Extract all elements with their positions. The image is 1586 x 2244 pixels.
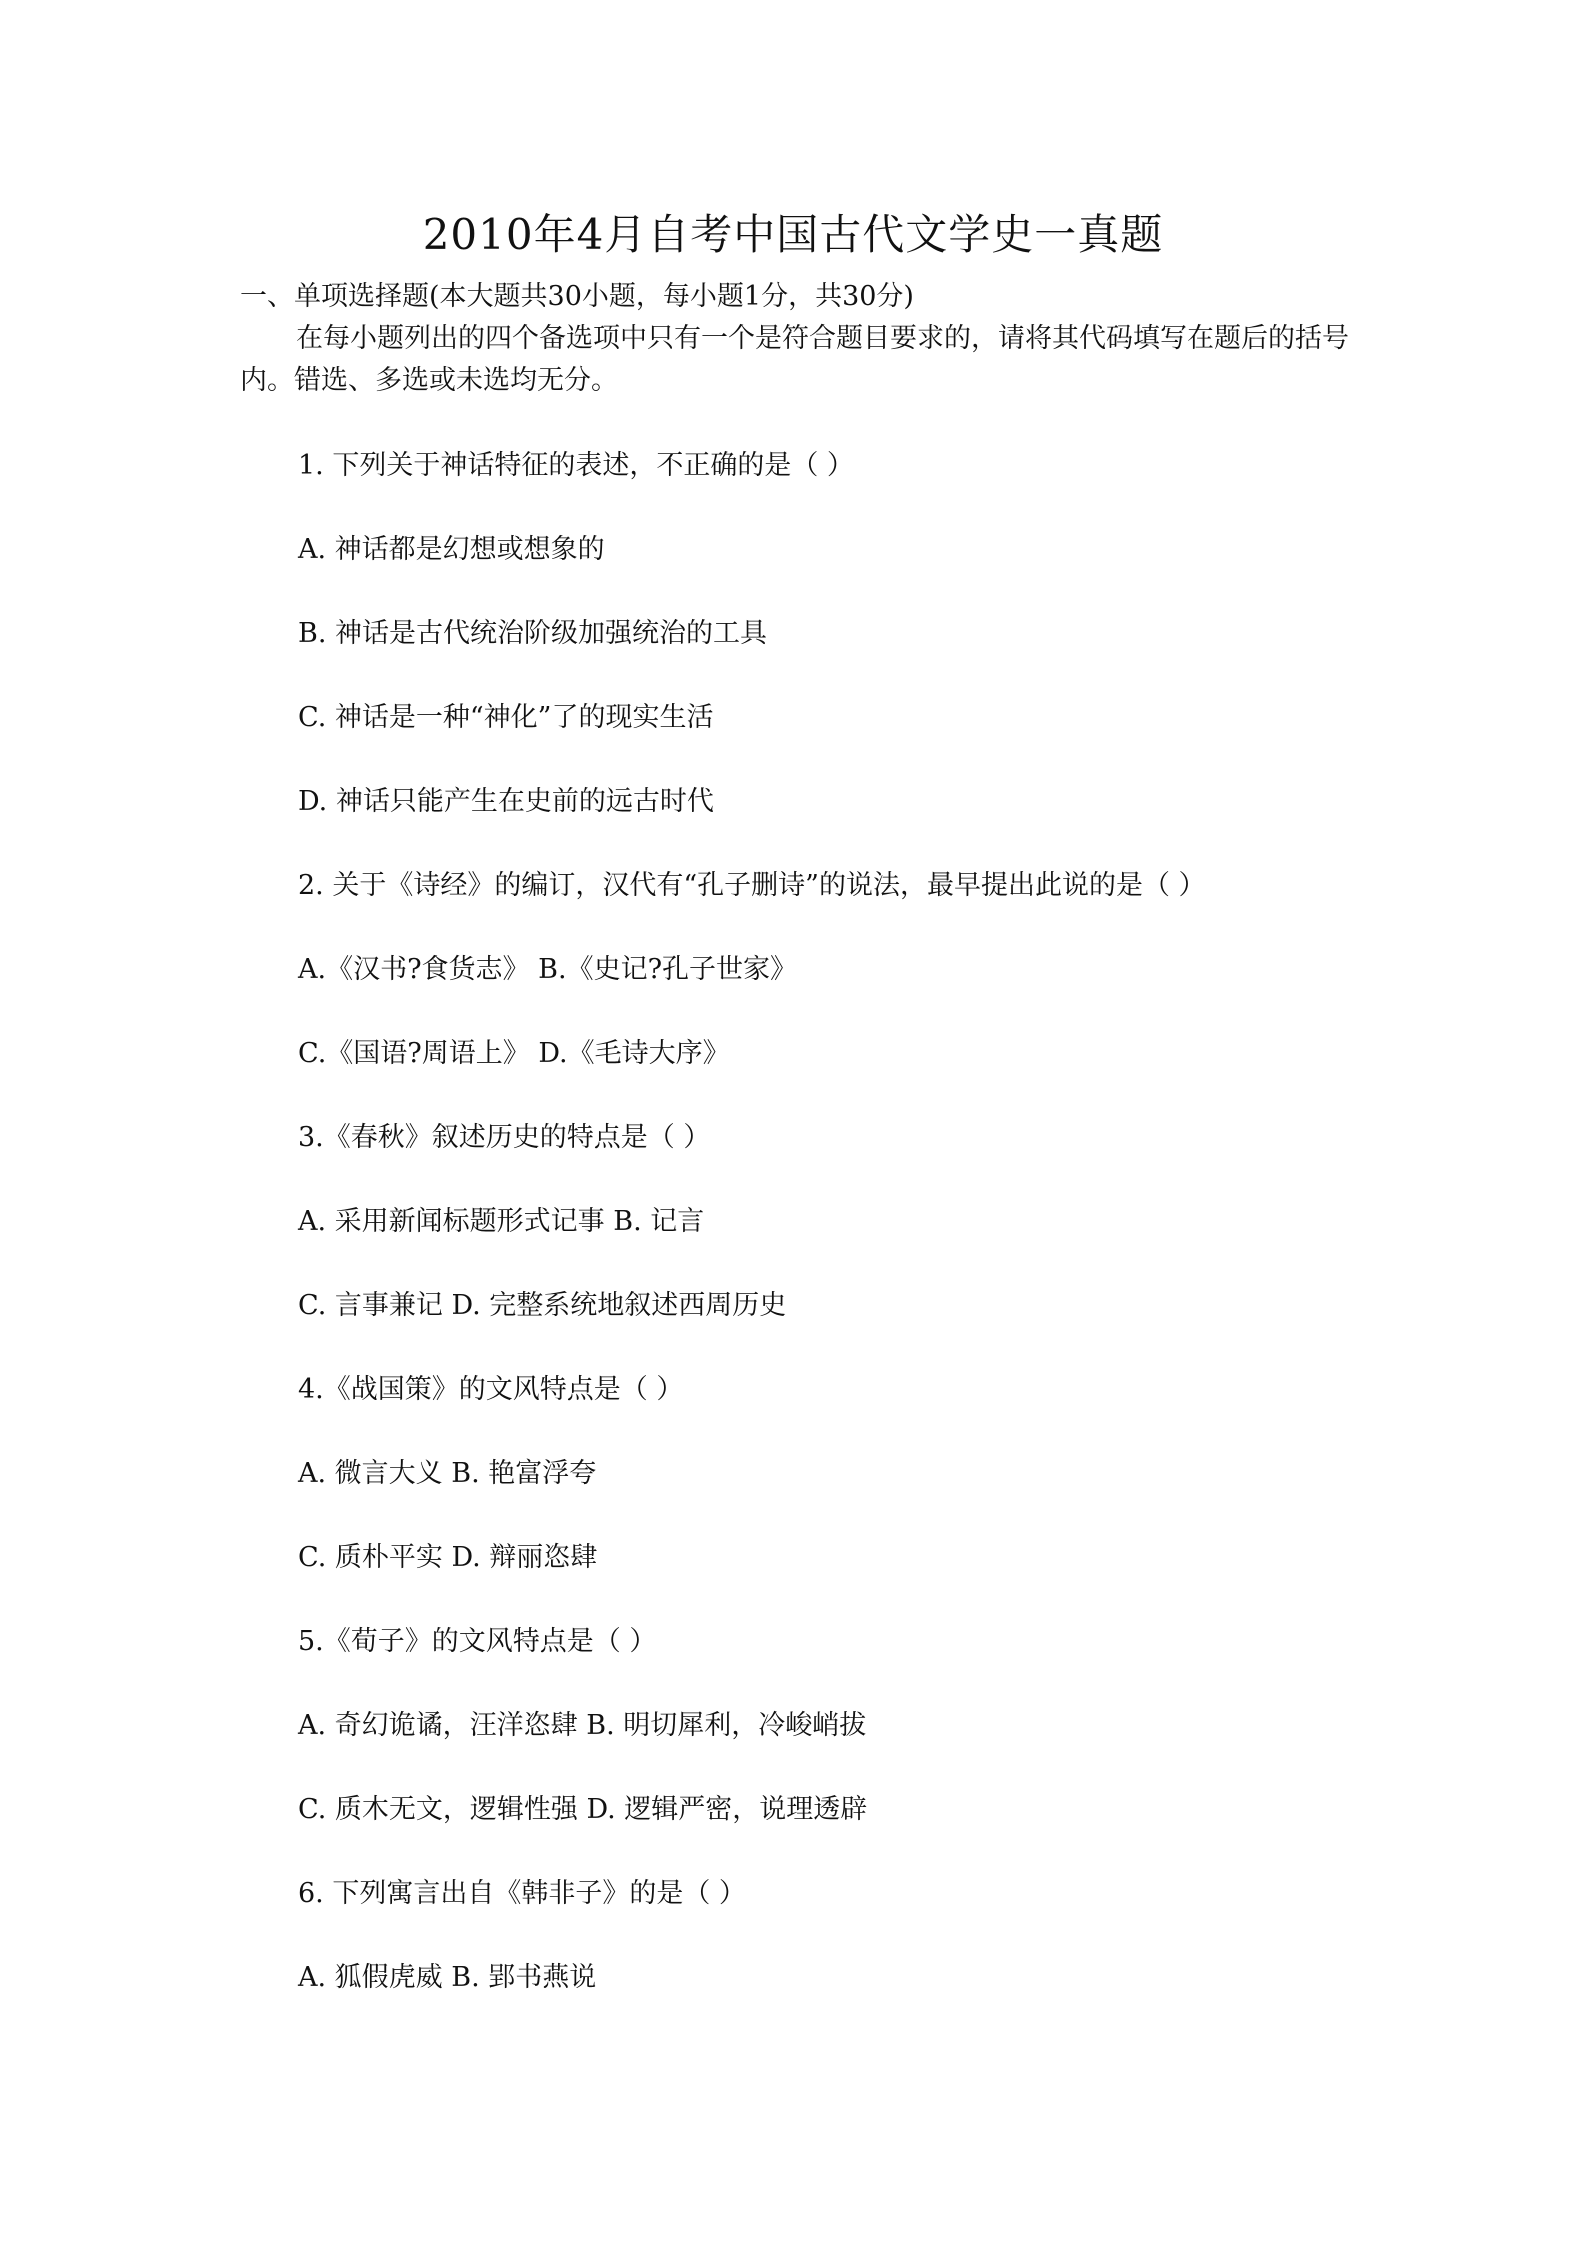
question-1-option-b: B. 神话是古代统治阶级加强统治的工具 (298, 618, 768, 649)
question-2: 2. 关于《诗经》的编订，汉代有“孔子删诗”的说法，最早提出此说的是（ ） (298, 870, 1206, 901)
document-title: 2010年4月自考中国古代文学史一真题 (422, 210, 1164, 259)
question-4: 4.《战国策》的文风特点是（ ） (298, 1374, 684, 1405)
question-4-options-ab: A. 微言大义 B. 艳富浮夸 (298, 1458, 597, 1489)
question-1-option-d: D. 神话只能产生在史前的远古时代 (298, 786, 714, 817)
question-3-options-cd: C. 言事兼记 D. 完整系统地叙述西周历史 (298, 1290, 787, 1321)
question-1: 1. 下列关于神话特征的表述，不正确的是（ ） (298, 450, 854, 481)
question-6: 6. 下列寓言出自《韩非子》的是（ ） (298, 1878, 746, 1909)
instructions-paragraph: 在每小题列出的四个备选项中只有一个是符合题目要求的，请将其代码填写在题后的括号内。错选、多选或未选均无分。 (240, 323, 1349, 396)
section-heading: 一、单项选择题(本大题共30小题，每小题1分，共30分) (240, 281, 914, 312)
question-2-options-cd: C.《国语?周语上》 D.《毛诗大序》 (298, 1038, 730, 1069)
question-1-option-c: C. 神话是一种“神化”了的现实生活 (298, 702, 714, 733)
question-5-options-cd: C. 质木无文，逻辑性强 D. 逻辑严密，说理透辟 (298, 1794, 868, 1825)
question-3: 3.《春秋》叙述历史的特点是（ ） (298, 1122, 711, 1153)
question-3-options-ab: A. 采用新闻标题形式记事 B. 记言 (298, 1206, 705, 1237)
question-4-options-cd: C. 质朴平实 D. 辩丽恣肆 (298, 1542, 598, 1573)
question-6-options-ab: A. 狐假虎威 B. 郢书燕说 (298, 1962, 597, 1993)
question-5-options-ab: A. 奇幻诡谲，汪洋恣肆 B. 明切犀利，冷峻峭拔 (298, 1710, 867, 1741)
question-5: 5.《荀子》的文风特点是（ ） (298, 1626, 657, 1657)
question-2-options-ab: A.《汉书?食货志》 B.《史记?孔子世家》 (298, 954, 798, 985)
question-1-option-a: A. 神话都是幻想或想象的 (298, 534, 605, 565)
